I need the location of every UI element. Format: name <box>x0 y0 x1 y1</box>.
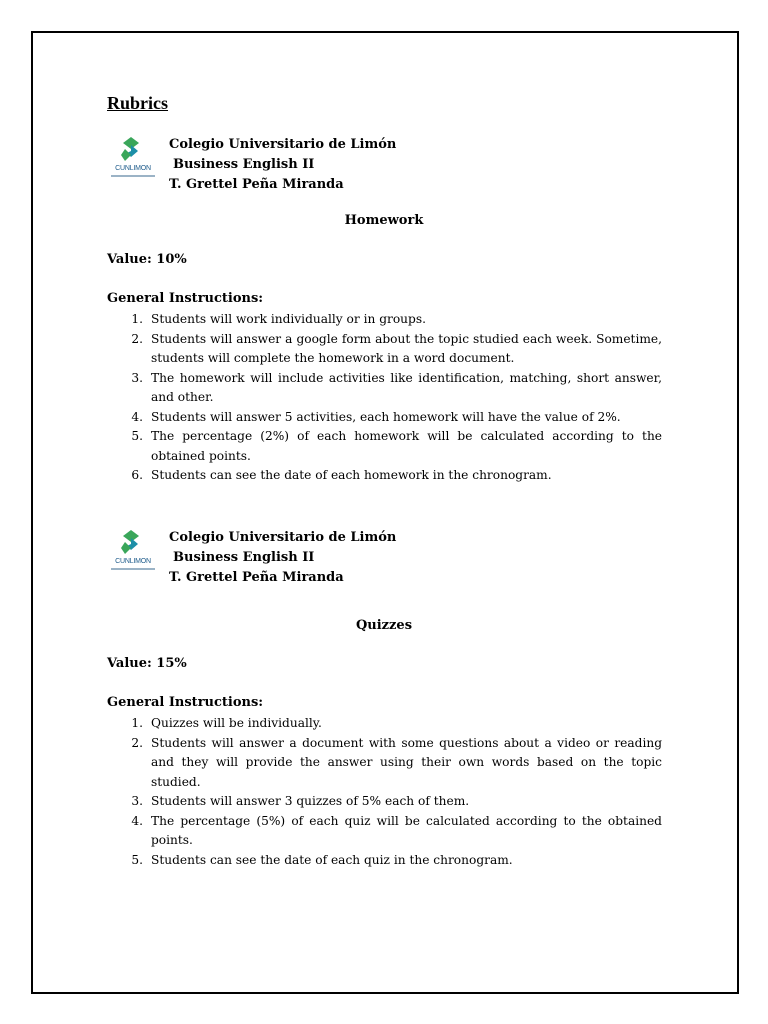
logo-wordmark: CUNLIMON <box>115 558 151 565</box>
course-name: Business English II <box>173 550 315 565</box>
institution-name: Colegio Universitario de Limón <box>169 530 397 545</box>
list-item: 3. The homework will include activities like identification, matching, short answer, and other. <box>131 370 662 404</box>
section-title-homework: Homework <box>344 213 424 228</box>
list-item: 1. Students will work individually or in groups. <box>131 312 426 326</box>
logo-tagline <box>111 568 155 570</box>
cunlimon-logo <box>107 528 159 580</box>
list-item: 5. The percentage (2%) of each homework will be calculated according to the obtained points. <box>131 429 662 463</box>
institution-name: Colegio Universitario de Limón <box>169 137 397 152</box>
course-header-homework <box>107 135 396 195</box>
list-item: 1. Quizzes will be individually. <box>131 716 322 730</box>
instructions-list-homework <box>107 310 662 486</box>
page-heading: Rubrics <box>107 93 169 113</box>
instructions-title-quizzes: General Instructions: <box>107 695 264 710</box>
course-header-quizzes <box>107 528 396 588</box>
list-item: 3. Students will answer 3 quizzes of 5% each of them. <box>131 794 470 808</box>
teacher-name: T. Grettel Peña Miranda <box>169 177 344 192</box>
list-item: 4. Students will answer 5 activities, each homework will have the value of 2%. <box>131 409 621 424</box>
logo-wordmark: CUNLIMON <box>115 165 151 172</box>
list-item: 2. Students will answer a google form about the topic studied each week. Sometime, students will complete the homework in a word document. <box>131 331 662 365</box>
course-name: Business English II <box>173 157 315 172</box>
list-item: 4. The percentage (5%) of each quiz will be calculated according to the obtained points. <box>131 813 662 847</box>
list-item: 6. Students can see the date of each homework in the chronogram. <box>131 468 552 482</box>
teacher-name: T. Grettel Peña Miranda <box>169 570 344 585</box>
instructions-title-homework: General Instructions: <box>107 291 264 306</box>
list-item: 2. Students will answer a document with some questions about a video or reading and they will provide the answer using their own words based on the topic studied. <box>131 735 662 789</box>
cunlimon-logo <box>107 135 159 187</box>
section-title-quizzes: Quizzes <box>355 618 413 633</box>
value-homework: Value: 10% <box>107 252 187 267</box>
header-text <box>169 135 396 195</box>
header-text <box>169 528 396 588</box>
value-quizzes: Value: 15% <box>107 656 187 671</box>
instructions-list-quizzes <box>107 714 662 870</box>
list-item: 5. Students can see the date of each quiz in the chronogram. <box>131 852 513 867</box>
logo-tagline <box>111 175 155 177</box>
